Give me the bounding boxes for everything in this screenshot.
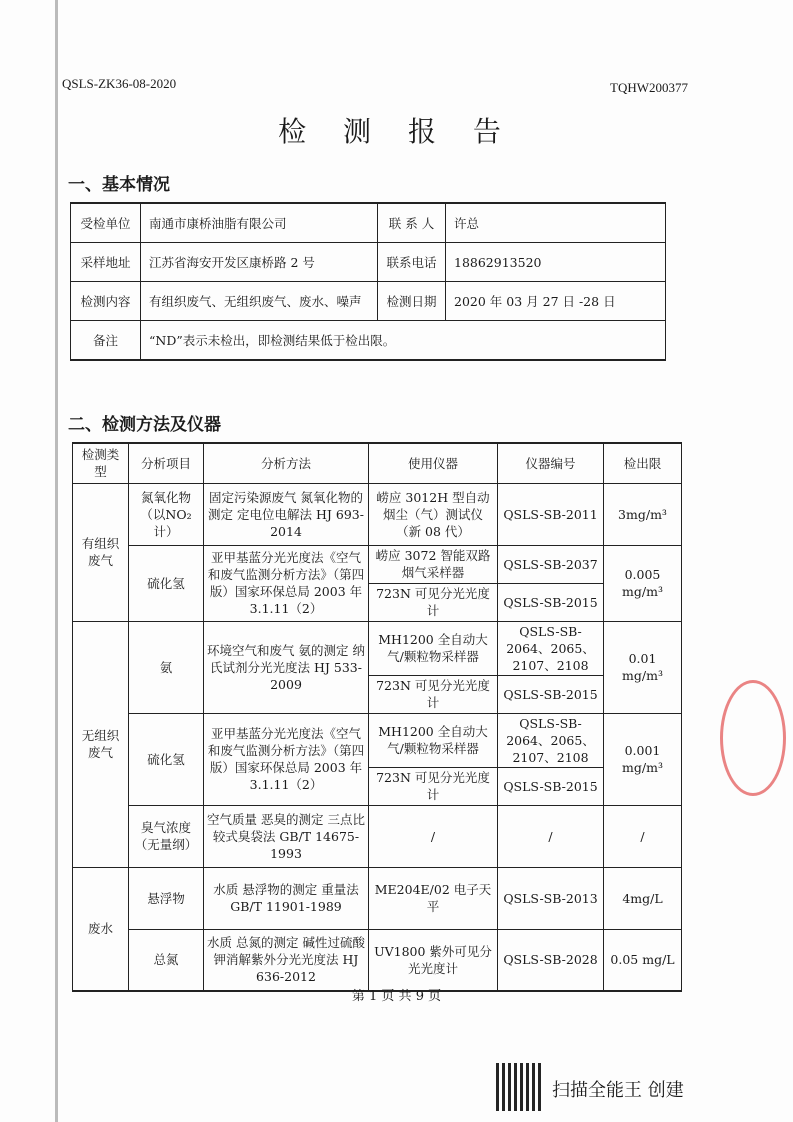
instrument: MH1200 全自动大气/颗粒物采样器	[369, 621, 498, 675]
instrument-id: QSLS-SB-2037	[498, 545, 604, 583]
instrument: 723N 可见分光光度计	[369, 675, 498, 713]
report-number: TQHW200377	[610, 80, 688, 95]
section1-heading: 一、基本情况	[68, 175, 170, 195]
qr-code-icon	[496, 1063, 544, 1111]
value: 2020 年 03 月 27 日 -28 日	[446, 282, 666, 321]
detection-type: 废水	[73, 867, 129, 991]
form-code: QSLS-ZK36-08-2020	[62, 76, 177, 91]
analysis-method: 空气质量 恶臭的测定 三点比较式臭袋法 GB/T 14675-1993	[204, 805, 369, 867]
instrument: MH1200 全自动大气/颗粒物采样器	[369, 713, 498, 767]
detection-limit: 3mg/m³	[604, 483, 682, 545]
instrument-id: QSLS-SB-2013	[498, 867, 604, 929]
value: 有组织废气、无组织废气、废水、噪声	[141, 282, 378, 321]
table-row	[71, 321, 666, 361]
detection-limit: /	[604, 805, 682, 867]
instrument: /	[369, 805, 498, 867]
analysis-method: 固定污染源废气 氮氧化物的测定 定电位电解法 HJ 693-2014	[204, 483, 369, 545]
detection-limit: 0.01 mg/m³	[604, 621, 682, 713]
label: 检测内容	[71, 282, 141, 321]
table-row	[73, 805, 682, 867]
instrument-id: QSLS-SB-2015	[498, 675, 604, 713]
label: 检测日期	[378, 282, 446, 321]
analysis-item: 氮氧化物（以NO₂计）	[129, 483, 204, 545]
value: 江苏省海安开发区康桥路 2 号	[141, 243, 378, 282]
value: 许总	[446, 203, 666, 243]
scan-edge	[55, 0, 58, 1122]
label: 联系电话	[378, 243, 446, 282]
table-row	[71, 203, 666, 243]
instrument-id: /	[498, 805, 604, 867]
page-title: 检 测 报 告	[278, 115, 515, 148]
instrument-id: QSLS-SB-2064、2065、2107、2108	[498, 621, 604, 675]
analysis-method: 水质 悬浮物的测定 重量法 GB/T 11901-1989	[204, 867, 369, 929]
page-number: 第 1 页 共 9 页	[351, 989, 442, 1004]
analysis-method: 亚甲基蓝分光光度法《空气和废气监测分析方法》（第四版）国家环保总局 2003 年 3.1.11（2）	[204, 545, 369, 621]
table-header	[73, 443, 682, 483]
column-header: 分析项目	[129, 443, 204, 483]
red-seal	[720, 680, 786, 796]
analysis-method: 水质 总氮的测定 碱性过硫酸钾消解紫外分光光度法 HJ 636-2012	[204, 929, 369, 991]
instrument: UV1800 紫外可见分光光度计	[369, 929, 498, 991]
table-row	[73, 929, 682, 991]
analysis-item: 总氮	[129, 929, 204, 991]
label: 采样地址	[71, 243, 141, 282]
instrument-id: QSLS-SB-2015	[498, 767, 604, 805]
value: 南通市康桥油脂有限公司	[141, 203, 378, 243]
label: 备注	[71, 321, 141, 361]
analysis-item: 悬浮物	[129, 867, 204, 929]
scanner-watermark: 扫描全能王 创建	[552, 1080, 684, 1101]
table-row	[73, 867, 682, 929]
instrument: ME204E/02 电子天平	[369, 867, 498, 929]
value: 18862913520	[446, 243, 666, 282]
section2-heading: 二、检测方法及仪器	[68, 415, 221, 435]
label: 受检单位	[71, 203, 141, 243]
analysis-item: 氨	[129, 621, 204, 713]
table-row	[71, 282, 666, 321]
column-header: 分析方法	[204, 443, 369, 483]
detection-limit: 4mg/L	[604, 867, 682, 929]
table-row	[71, 243, 666, 282]
analysis-item: 硫化氢	[129, 713, 204, 805]
label: 联 系 人	[378, 203, 446, 243]
column-header: 检测类型	[73, 443, 129, 483]
analysis-method: 环境空气和废气 氨的测定 纳氏试剂分光光度法 HJ 533-2009	[204, 621, 369, 713]
table-row	[73, 713, 682, 767]
detection-limit: 0.05 mg/L	[604, 929, 682, 991]
instrument-id: QSLS-SB-2028	[498, 929, 604, 991]
detection-type: 无组织废气	[73, 621, 129, 867]
instrument: 崂应 3012H 型自动烟尘（气）测试仪（新 08 代）	[369, 483, 498, 545]
instrument-id: QSLS-SB-2011	[498, 483, 604, 545]
column-header: 仪器编号	[498, 443, 604, 483]
detection-limit: 0.005 mg/m³	[604, 545, 682, 621]
analysis-method: 亚甲基蓝分光光度法《空气和废气监测分析方法》（第四版）国家环保总局 2003 年 3.1.11（2）	[204, 713, 369, 805]
analysis-item: 硫化氢	[129, 545, 204, 621]
column-header: 使用仪器	[369, 443, 498, 483]
note: “ND”表示未检出，即检测结果低于检出限。	[141, 321, 666, 361]
column-header: 检出限	[604, 443, 682, 483]
table-row	[73, 483, 682, 545]
instrument: 723N 可见分光光度计	[369, 583, 498, 621]
detection-limit: 0.001 mg/m³	[604, 713, 682, 805]
table-row	[73, 621, 682, 675]
analysis-item: 臭气浓度（无量纲）	[129, 805, 204, 867]
table-row	[73, 545, 682, 583]
methods-table	[72, 442, 682, 992]
instrument: 崂应 3072 智能双路烟气采样器	[369, 545, 498, 583]
basic-info-table	[70, 202, 666, 361]
instrument-id: QSLS-SB-2015	[498, 583, 604, 621]
instrument-id: QSLS-SB-2064、2065、2107、2108	[498, 713, 604, 767]
instrument: 723N 可见分光光度计	[369, 767, 498, 805]
detection-type: 有组织废气	[73, 483, 129, 621]
